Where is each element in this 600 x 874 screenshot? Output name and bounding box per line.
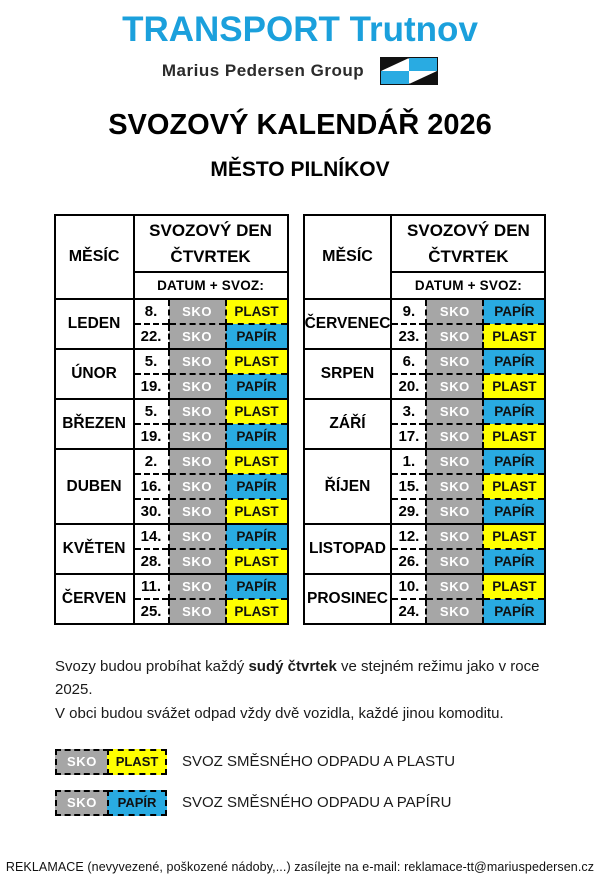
sko-cell: SKO: [426, 574, 483, 599]
sko-cell: SKO: [169, 574, 226, 599]
commodity-cell: PAPÍR: [226, 374, 288, 399]
sko-cell: SKO: [169, 599, 226, 624]
collection-date: 2.: [134, 449, 169, 474]
commodity-cell: PAPÍR: [483, 549, 545, 574]
sko-cell: SKO: [169, 324, 226, 349]
collection-row: [304, 399, 546, 424]
collection-date: 19.: [134, 374, 169, 399]
sko-cell: SKO: [426, 599, 483, 624]
sko-cell: SKO: [169, 474, 226, 499]
commodity-cell: PLAST: [483, 524, 545, 549]
collection-date: 29.: [391, 499, 426, 524]
sko-cell: SKO: [169, 449, 226, 474]
sko-cell: SKO: [169, 549, 226, 574]
month-name: ZÁŘÍ: [304, 399, 392, 449]
collection-date: 10.: [391, 574, 426, 599]
collection-date: 5.: [134, 399, 169, 424]
collection-date: 12.: [391, 524, 426, 549]
collection-row: [55, 524, 288, 549]
collection-date: 25.: [134, 599, 169, 624]
commodity-cell: PLAST: [226, 549, 288, 574]
sko-cell: SKO: [426, 524, 483, 549]
month-name: DUBEN: [55, 449, 134, 524]
commodity-cell: PLAST: [483, 374, 545, 399]
page-header: [0, 0, 600, 85]
commodity-cell: PAPÍR: [226, 524, 288, 549]
sko-cell: SKO: [426, 499, 483, 524]
sko-cell: SKO: [169, 524, 226, 549]
collection-row: [55, 299, 288, 324]
legend-papir-swatch: PAPÍR: [107, 790, 167, 816]
collection-row: [55, 449, 288, 474]
month-name: PROSINEC: [304, 574, 392, 624]
date-svoz-header: DATUM + SVOZ:: [134, 272, 288, 299]
commodity-cell: PLAST: [226, 349, 288, 374]
collection-row: [55, 399, 288, 424]
collection-date: 8.: [134, 299, 169, 324]
collection-row: [304, 449, 546, 474]
commodity-cell: PLAST: [483, 474, 545, 499]
notes-line2: V obci budou svážet odpad vždy dvě vozidla, každé jinou komoditu.: [55, 704, 504, 722]
month-name: ČERVEN: [55, 574, 134, 624]
legend-row-papir: [55, 790, 600, 816]
collection-date: 16.: [134, 474, 169, 499]
collection-date: 24.: [391, 599, 426, 624]
brand-group-line: [0, 57, 600, 85]
collection-row: [55, 349, 288, 374]
commodity-cell: PAPÍR: [483, 299, 545, 324]
collection-date: 11.: [134, 574, 169, 599]
group-name: Marius Pedersen Group: [161, 61, 365, 80]
calendar-table-second-half: [303, 214, 547, 625]
legend-plast-swatch: PLAST: [107, 749, 167, 775]
legend: [55, 749, 600, 816]
month-name: ČERVENEC: [304, 299, 392, 349]
collection-date: 26.: [391, 549, 426, 574]
page-subtitle: MĚSTO PILNÍKOV: [210, 158, 390, 181]
collection-date: 1.: [391, 449, 426, 474]
legend-chip-papir: [55, 790, 167, 816]
commodity-cell: PLAST: [226, 449, 288, 474]
commodity-cell: PAPÍR: [483, 449, 545, 474]
commodity-cell: PAPÍR: [226, 474, 288, 499]
month-column-header: MĚSÍC: [55, 215, 134, 299]
commodity-cell: PLAST: [226, 599, 288, 624]
legend-label-papir: SVOZ SMĚSNÉHO ODPADU A PAPÍRU: [182, 794, 452, 812]
table-head: [304, 215, 546, 299]
commodity-cell: PLAST: [226, 399, 288, 424]
sko-cell: SKO: [426, 374, 483, 399]
legend-chip-plast: [55, 749, 167, 775]
sko-cell: SKO: [426, 324, 483, 349]
footer-reclamation-text: REKLAMACE (nevyvezené, poškozené nádoby,...) zasílejte na e-mail: reklamace-tt@mariuspedersen.cz: [5, 859, 595, 874]
commodity-cell: PLAST: [226, 299, 288, 324]
collection-date: 3.: [391, 399, 426, 424]
collection-day-line1: SVOZOVÝ DEN: [149, 221, 272, 240]
collection-date: 30.: [134, 499, 169, 524]
month-name: LEDEN: [55, 299, 134, 349]
month-name: ÚNOR: [55, 349, 134, 399]
legend-sko-swatch: SKO: [55, 790, 109, 816]
commodity-cell: PAPÍR: [483, 499, 545, 524]
collection-date: 5.: [134, 349, 169, 374]
collection-day-line2: ČTVRTEK: [170, 246, 251, 266]
collection-row: [304, 349, 546, 374]
sko-cell: SKO: [426, 474, 483, 499]
sko-cell: SKO: [426, 299, 483, 324]
table-head: [55, 215, 288, 299]
commodity-cell: PLAST: [483, 324, 545, 349]
sko-cell: SKO: [426, 424, 483, 449]
collection-day-header: [134, 215, 288, 272]
collection-date: 9.: [391, 299, 426, 324]
sko-cell: SKO: [169, 299, 226, 324]
brand-wordmark: TRANSPORT Trutnov: [122, 10, 478, 49]
commodity-cell: PAPÍR: [226, 324, 288, 349]
collection-row: [55, 574, 288, 599]
collection-date: 28.: [134, 549, 169, 574]
commodity-cell: PAPÍR: [483, 399, 545, 424]
commodity-cell: PAPÍR: [483, 599, 545, 624]
commodity-cell: PLAST: [226, 499, 288, 524]
table-body: [55, 299, 288, 624]
date-svoz-header: DATUM + SVOZ:: [391, 272, 545, 299]
collection-date: 19.: [134, 424, 169, 449]
month-name: LISTOPAD: [304, 524, 392, 574]
sko-cell: SKO: [426, 449, 483, 474]
notes-paragraph: [55, 655, 555, 725]
collection-date: 15.: [391, 474, 426, 499]
collection-row: [304, 574, 546, 599]
collection-date: 6.: [391, 349, 426, 374]
month-column-header: MĚSÍC: [304, 215, 392, 299]
notes-line1-post: ve stejném režimu jako v roce 2025.: [55, 658, 540, 699]
sko-cell: SKO: [426, 399, 483, 424]
month-name: ŘÍJEN: [304, 449, 392, 524]
commodity-cell: PAPÍR: [483, 349, 545, 374]
sko-cell: SKO: [169, 374, 226, 399]
marius-pedersen-flag-logo: [380, 57, 438, 85]
commodity-cell: PAPÍR: [226, 574, 288, 599]
sko-cell: SKO: [169, 424, 226, 449]
notes-line1-bold: sudý čtvrtek: [248, 658, 337, 675]
sko-cell: SKO: [426, 349, 483, 374]
month-name: KVĚTEN: [55, 524, 134, 574]
calendar-table-first-half: [54, 214, 289, 625]
sko-cell: SKO: [169, 499, 226, 524]
collection-day-line1: SVOZOVÝ DEN: [407, 221, 530, 240]
commodity-cell: PLAST: [483, 424, 545, 449]
collection-day-header: [391, 215, 545, 272]
month-name: BŘEZEN: [55, 399, 134, 449]
collection-date: 20.: [391, 374, 426, 399]
page-title: SVOZOVÝ KALENDÁŘ 2026: [108, 109, 492, 141]
legend-sko-swatch: SKO: [55, 749, 109, 775]
commodity-cell: PAPÍR: [226, 424, 288, 449]
notes-line1-pre: Svozy budou probíhat každý: [55, 658, 249, 675]
collection-row: [304, 524, 546, 549]
commodity-cell: PLAST: [483, 574, 545, 599]
collection-date: 22.: [134, 324, 169, 349]
collection-day-line2: ČTVRTEK: [428, 246, 509, 266]
collection-row: [304, 299, 546, 324]
calendar-tables: [0, 214, 600, 625]
collection-date: 17.: [391, 424, 426, 449]
legend-label-plast: SVOZ SMĚSNÉHO ODPADU A PLASTU: [182, 753, 456, 771]
sko-cell: SKO: [169, 399, 226, 424]
table-body: [304, 299, 546, 624]
month-name: SRPEN: [304, 349, 392, 399]
sko-cell: SKO: [426, 549, 483, 574]
legend-row-plast: [55, 749, 600, 775]
sko-cell: SKO: [169, 349, 226, 374]
collection-date: 23.: [391, 324, 426, 349]
collection-date: 14.: [134, 524, 169, 549]
